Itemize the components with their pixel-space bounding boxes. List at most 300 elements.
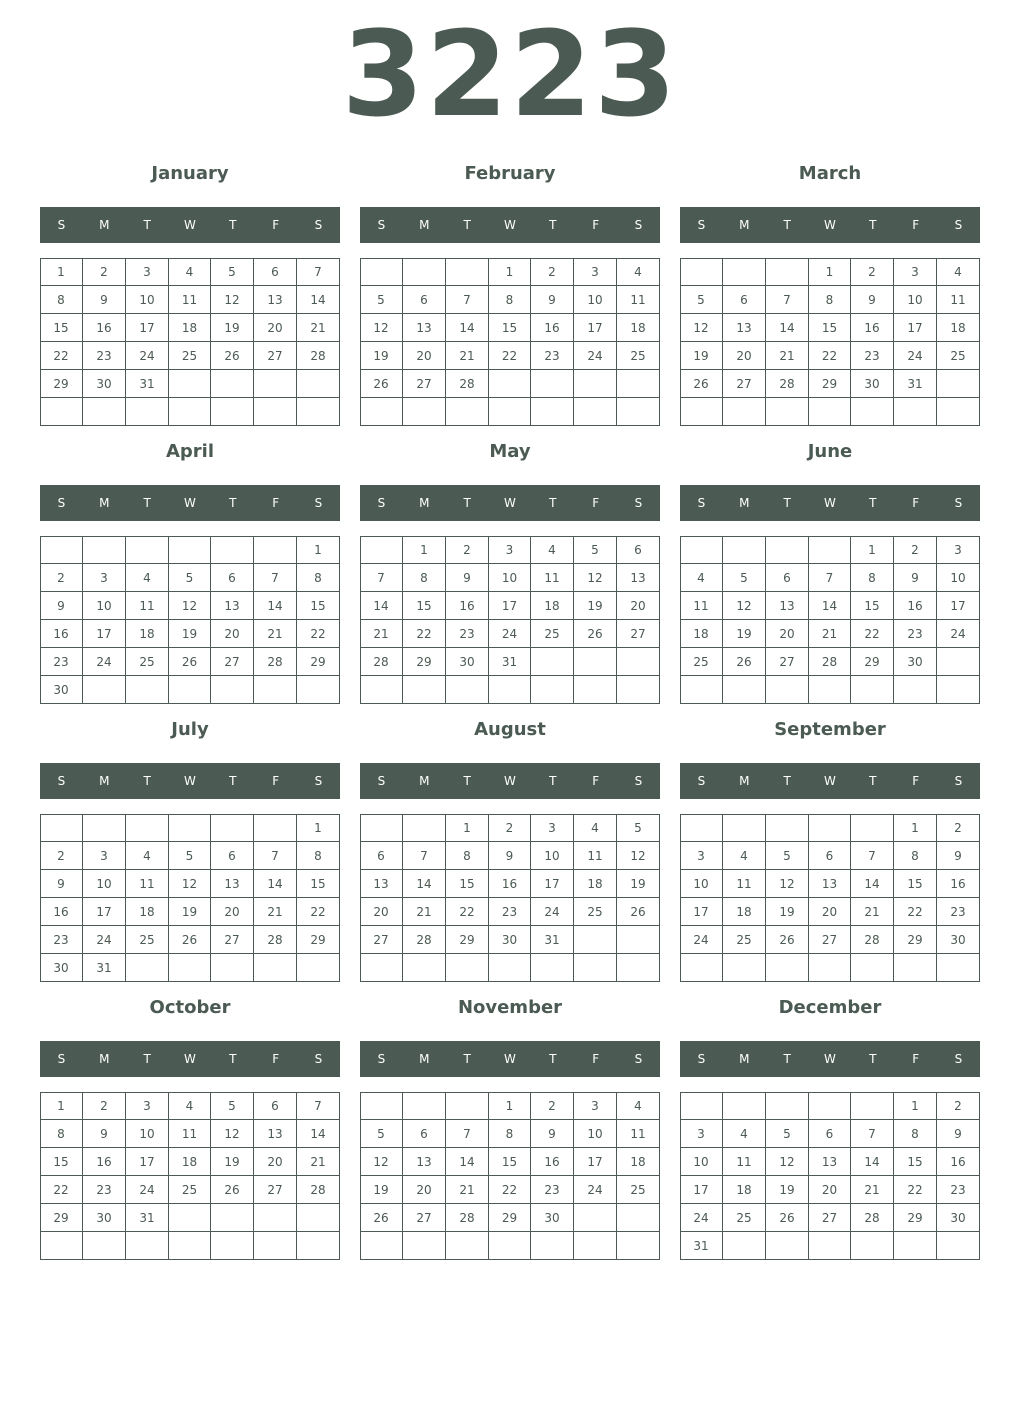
empty-day-cell [254, 1232, 297, 1260]
day-cell: 29 [40, 1204, 83, 1232]
empty-day-cell [446, 954, 489, 982]
day-cell: 3 [83, 842, 126, 870]
day-cell: 6 [211, 564, 254, 592]
empty-day-cell [937, 676, 980, 704]
empty-day-cell [723, 814, 766, 842]
month-name: November [457, 997, 563, 1018]
empty-day-cell [254, 1204, 297, 1232]
weekday-label: M [739, 774, 750, 788]
day-cell: 11 [723, 1148, 766, 1176]
day-cell: 15 [489, 1148, 531, 1176]
day-cell: 19 [723, 620, 766, 648]
empty-day-cell [617, 676, 660, 704]
empty-day-cell [851, 954, 894, 982]
empty-day-cell [723, 1232, 766, 1260]
empty-day-cell [766, 676, 809, 704]
empty-day-cell [937, 954, 980, 982]
day-cell: 18 [531, 592, 574, 620]
day-cell: 3 [680, 842, 723, 870]
weekday-label: M [99, 774, 110, 788]
weekday-label: T [143, 496, 151, 510]
weekday-label: T [549, 1052, 557, 1066]
day-cell: 2 [83, 1092, 126, 1120]
day-cell: 23 [83, 1176, 126, 1204]
day-cell: 10 [126, 1120, 169, 1148]
day-cell: 4 [126, 564, 169, 592]
empty-day-cell [531, 676, 574, 704]
day-cell: 26 [766, 1204, 809, 1232]
day-cell: 4 [126, 842, 169, 870]
weekday-label: T [229, 496, 237, 510]
day-cell: 3 [894, 258, 937, 286]
day-cell: 12 [360, 1148, 403, 1176]
day-cell: 29 [894, 1204, 937, 1232]
day-cell: 24 [83, 926, 126, 954]
weekday-label: S [954, 774, 963, 788]
empty-day-cell [83, 398, 126, 426]
day-cell: 19 [680, 342, 723, 370]
weekday-label: W [184, 1052, 196, 1066]
day-cell: 13 [617, 564, 660, 592]
weekday-label: S [57, 774, 66, 788]
day-cell: 24 [680, 1204, 723, 1232]
day-grid [40, 258, 340, 426]
day-cell: 8 [809, 286, 851, 314]
day-grid [680, 1092, 980, 1260]
weekday-label: S [57, 218, 66, 232]
weekday-header [360, 763, 660, 799]
empty-day-cell [254, 676, 297, 704]
month-march [680, 163, 980, 433]
day-cell: 11 [617, 1120, 660, 1148]
day-cell: 8 [446, 842, 489, 870]
weekday-header [680, 485, 980, 521]
day-cell: 19 [211, 314, 254, 342]
empty-day-cell [360, 1092, 403, 1120]
day-cell: 27 [254, 1176, 297, 1204]
day-cell: 2 [40, 564, 83, 592]
empty-day-cell [680, 398, 723, 426]
day-cell: 31 [894, 370, 937, 398]
weekday-label: S [377, 218, 386, 232]
empty-day-cell [211, 1204, 254, 1232]
empty-day-cell [211, 814, 254, 842]
day-cell: 26 [360, 1204, 403, 1232]
day-cell: 5 [169, 564, 211, 592]
empty-day-cell [809, 954, 851, 982]
day-cell: 28 [297, 342, 340, 370]
empty-day-cell [297, 398, 340, 426]
day-cell: 19 [169, 898, 211, 926]
day-cell: 17 [680, 898, 723, 926]
day-cell: 20 [254, 314, 297, 342]
weekday-label: T [463, 774, 471, 788]
day-cell: 8 [894, 1120, 937, 1148]
day-cell: 2 [937, 1092, 980, 1120]
day-cell: 7 [851, 1120, 894, 1148]
empty-day-cell [766, 398, 809, 426]
month-february [360, 163, 660, 433]
month-july [40, 719, 340, 989]
day-cell: 4 [574, 814, 617, 842]
day-cell: 12 [680, 314, 723, 342]
weekday-header [360, 207, 660, 243]
month-september [680, 719, 980, 989]
empty-day-cell [169, 814, 211, 842]
weekday-label: S [697, 1052, 706, 1066]
weekday-label: S [377, 1052, 386, 1066]
empty-day-cell [40, 814, 83, 842]
day-cell: 1 [489, 1092, 531, 1120]
day-cell: 5 [766, 842, 809, 870]
weekday-label: T [783, 496, 791, 510]
weekday-label: S [377, 774, 386, 788]
day-cell: 9 [937, 1120, 980, 1148]
day-cell: 28 [446, 370, 489, 398]
day-cell: 15 [489, 314, 531, 342]
day-cell: 9 [531, 286, 574, 314]
day-cell: 8 [40, 1120, 83, 1148]
day-cell: 17 [680, 1176, 723, 1204]
day-cell: 27 [403, 1204, 446, 1232]
empty-day-cell [360, 258, 403, 286]
empty-day-cell [809, 1092, 851, 1120]
day-cell: 23 [937, 1176, 980, 1204]
day-cell: 5 [723, 564, 766, 592]
empty-day-cell [489, 398, 531, 426]
day-cell: 23 [83, 342, 126, 370]
empty-day-cell [937, 370, 980, 398]
day-cell: 12 [169, 870, 211, 898]
weekday-label: M [739, 1052, 750, 1066]
day-cell: 29 [894, 926, 937, 954]
day-cell: 25 [617, 342, 660, 370]
day-cell: 12 [169, 592, 211, 620]
day-cell: 14 [360, 592, 403, 620]
weekday-label: F [912, 774, 920, 788]
day-cell: 19 [574, 592, 617, 620]
day-cell: 18 [937, 314, 980, 342]
month-name: December [778, 997, 882, 1018]
day-cell: 6 [360, 842, 403, 870]
day-cell: 29 [40, 370, 83, 398]
day-cell: 5 [211, 1092, 254, 1120]
day-cell: 30 [446, 648, 489, 676]
empty-day-cell [126, 814, 169, 842]
day-cell: 19 [617, 870, 660, 898]
empty-day-cell [211, 536, 254, 564]
day-cell: 25 [126, 926, 169, 954]
month-name: September [774, 719, 886, 740]
empty-day-cell [680, 258, 723, 286]
day-cell: 20 [723, 342, 766, 370]
day-cell: 11 [169, 1120, 211, 1148]
weekday-label: S [634, 496, 643, 510]
empty-day-cell [489, 676, 531, 704]
day-cell: 4 [617, 258, 660, 286]
empty-day-cell [360, 814, 403, 842]
day-cell: 23 [489, 898, 531, 926]
day-cell: 1 [446, 814, 489, 842]
day-cell: 10 [531, 842, 574, 870]
empty-day-cell [489, 370, 531, 398]
empty-day-cell [851, 676, 894, 704]
day-cell: 27 [211, 926, 254, 954]
day-cell: 12 [574, 564, 617, 592]
empty-day-cell [574, 648, 617, 676]
empty-day-cell [809, 814, 851, 842]
weekday-label: W [824, 774, 836, 788]
day-cell: 16 [531, 314, 574, 342]
day-cell: 25 [680, 648, 723, 676]
day-cell: 20 [360, 898, 403, 926]
day-cell: 26 [211, 342, 254, 370]
day-cell: 21 [297, 1148, 340, 1176]
day-cell: 25 [574, 898, 617, 926]
day-cell: 12 [360, 314, 403, 342]
day-cell: 21 [809, 620, 851, 648]
day-cell: 28 [851, 926, 894, 954]
day-cell: 20 [211, 620, 254, 648]
day-cell: 5 [211, 258, 254, 286]
day-cell: 22 [809, 342, 851, 370]
day-grid [360, 814, 660, 982]
day-cell: 5 [574, 536, 617, 564]
empty-day-cell [617, 1232, 660, 1260]
day-cell: 28 [851, 1204, 894, 1232]
empty-day-cell [254, 370, 297, 398]
day-grid [680, 258, 980, 426]
weekday-label: W [184, 218, 196, 232]
empty-day-cell [446, 258, 489, 286]
day-cell: 26 [360, 370, 403, 398]
weekday-label: M [99, 218, 110, 232]
month-name: February [464, 163, 556, 184]
day-cell: 8 [894, 842, 937, 870]
weekday-label: W [504, 496, 516, 510]
empty-day-cell [531, 370, 574, 398]
day-cell: 27 [254, 342, 297, 370]
empty-day-cell [766, 1092, 809, 1120]
day-cell: 17 [83, 620, 126, 648]
day-cell: 11 [680, 592, 723, 620]
day-cell: 31 [680, 1232, 723, 1260]
day-cell: 6 [403, 286, 446, 314]
empty-day-cell [531, 1232, 574, 1260]
empty-day-cell [680, 814, 723, 842]
empty-day-cell [574, 370, 617, 398]
empty-day-cell [297, 1204, 340, 1232]
day-cell: 14 [254, 870, 297, 898]
day-cell: 20 [403, 342, 446, 370]
day-cell: 1 [809, 258, 851, 286]
day-cell: 25 [723, 1204, 766, 1232]
day-cell: 19 [211, 1148, 254, 1176]
empty-day-cell [83, 676, 126, 704]
day-cell: 6 [211, 842, 254, 870]
day-cell: 4 [169, 258, 211, 286]
empty-day-cell [40, 536, 83, 564]
empty-day-cell [211, 370, 254, 398]
month-name: March [798, 163, 862, 184]
day-cell: 2 [531, 1092, 574, 1120]
empty-day-cell [40, 398, 83, 426]
day-cell: 5 [680, 286, 723, 314]
day-grid [680, 536, 980, 704]
weekday-label: W [504, 218, 516, 232]
day-cell: 16 [937, 870, 980, 898]
day-cell: 22 [489, 1176, 531, 1204]
day-cell: 8 [489, 1120, 531, 1148]
empty-day-cell [403, 1232, 446, 1260]
day-cell: 7 [851, 842, 894, 870]
empty-day-cell [83, 536, 126, 564]
month-name: January [151, 163, 229, 184]
empty-day-cell [360, 536, 403, 564]
day-cell: 18 [723, 898, 766, 926]
weekday-label: F [272, 774, 280, 788]
day-cell: 31 [126, 370, 169, 398]
day-cell: 26 [617, 898, 660, 926]
day-cell: 9 [531, 1120, 574, 1148]
day-cell: 14 [403, 870, 446, 898]
weekday-label: T [783, 218, 791, 232]
day-cell: 18 [169, 1148, 211, 1176]
day-cell: 7 [766, 286, 809, 314]
day-cell: 23 [894, 620, 937, 648]
day-cell: 10 [680, 870, 723, 898]
day-cell: 6 [403, 1120, 446, 1148]
weekday-label: T [463, 1052, 471, 1066]
day-cell: 10 [126, 286, 169, 314]
empty-day-cell [574, 676, 617, 704]
day-cell: 7 [446, 1120, 489, 1148]
day-cell: 18 [169, 314, 211, 342]
empty-day-cell [574, 398, 617, 426]
day-grid [360, 1092, 660, 1260]
empty-day-cell [937, 648, 980, 676]
empty-day-cell [766, 536, 809, 564]
day-cell: 30 [894, 648, 937, 676]
empty-day-cell [617, 370, 660, 398]
day-cell: 15 [40, 314, 83, 342]
weekday-label: M [99, 1052, 110, 1066]
day-cell: 11 [723, 870, 766, 898]
day-cell: 19 [360, 342, 403, 370]
day-cell: 16 [40, 620, 83, 648]
empty-day-cell [126, 1232, 169, 1260]
day-cell: 12 [723, 592, 766, 620]
weekday-label: F [272, 1052, 280, 1066]
empty-day-cell [83, 1232, 126, 1260]
month-name: October [149, 997, 231, 1018]
day-cell: 28 [809, 648, 851, 676]
weekday-label: F [592, 774, 600, 788]
empty-day-cell [723, 676, 766, 704]
empty-day-cell [894, 676, 937, 704]
month-august [360, 719, 660, 989]
day-cell: 17 [937, 592, 980, 620]
day-cell: 9 [894, 564, 937, 592]
day-cell: 1 [297, 814, 340, 842]
day-cell: 17 [574, 1148, 617, 1176]
weekday-label: S [314, 496, 323, 510]
day-cell: 6 [809, 842, 851, 870]
day-cell: 30 [83, 1204, 126, 1232]
day-grid [40, 814, 340, 982]
day-cell: 25 [617, 1176, 660, 1204]
weekday-label: F [912, 218, 920, 232]
empty-day-cell [766, 814, 809, 842]
day-cell: 21 [254, 898, 297, 926]
day-grid [680, 814, 980, 982]
empty-day-cell [403, 814, 446, 842]
day-cell: 21 [851, 1176, 894, 1204]
day-cell: 4 [723, 1120, 766, 1148]
weekday-label: T [869, 1052, 877, 1066]
day-cell: 10 [83, 592, 126, 620]
empty-day-cell [211, 954, 254, 982]
day-cell: 10 [83, 870, 126, 898]
day-cell: 25 [126, 648, 169, 676]
weekday-label: S [634, 774, 643, 788]
empty-day-cell [254, 536, 297, 564]
day-cell: 21 [297, 314, 340, 342]
month-may [360, 441, 660, 711]
weekday-label: M [739, 218, 750, 232]
weekday-label: S [314, 1052, 323, 1066]
day-cell: 13 [809, 870, 851, 898]
weekday-header [680, 207, 980, 243]
day-cell: 14 [851, 870, 894, 898]
day-cell: 7 [297, 258, 340, 286]
day-cell: 26 [680, 370, 723, 398]
day-cell: 16 [83, 314, 126, 342]
day-cell: 14 [851, 1148, 894, 1176]
day-cell: 8 [297, 842, 340, 870]
day-cell: 21 [254, 620, 297, 648]
day-cell: 24 [531, 898, 574, 926]
empty-day-cell [723, 1092, 766, 1120]
day-cell: 5 [360, 1120, 403, 1148]
day-cell: 18 [126, 620, 169, 648]
day-cell: 3 [531, 814, 574, 842]
weekday-label: T [549, 774, 557, 788]
empty-day-cell [809, 536, 851, 564]
day-cell: 22 [489, 342, 531, 370]
day-cell: 27 [360, 926, 403, 954]
month-april [40, 441, 340, 711]
empty-day-cell [489, 1232, 531, 1260]
weekday-label: M [419, 774, 430, 788]
day-cell: 7 [254, 564, 297, 592]
empty-day-cell [169, 370, 211, 398]
day-cell: 24 [126, 1176, 169, 1204]
day-cell: 4 [617, 1092, 660, 1120]
day-cell: 29 [403, 648, 446, 676]
weekday-label: W [184, 774, 196, 788]
empty-day-cell [531, 954, 574, 982]
weekday-label: T [229, 774, 237, 788]
day-grid [40, 536, 340, 704]
day-cell: 24 [83, 648, 126, 676]
weekday-label: F [592, 1052, 600, 1066]
empty-day-cell [723, 398, 766, 426]
day-cell: 4 [680, 564, 723, 592]
day-cell: 2 [894, 536, 937, 564]
empty-day-cell [531, 398, 574, 426]
day-cell: 13 [360, 870, 403, 898]
